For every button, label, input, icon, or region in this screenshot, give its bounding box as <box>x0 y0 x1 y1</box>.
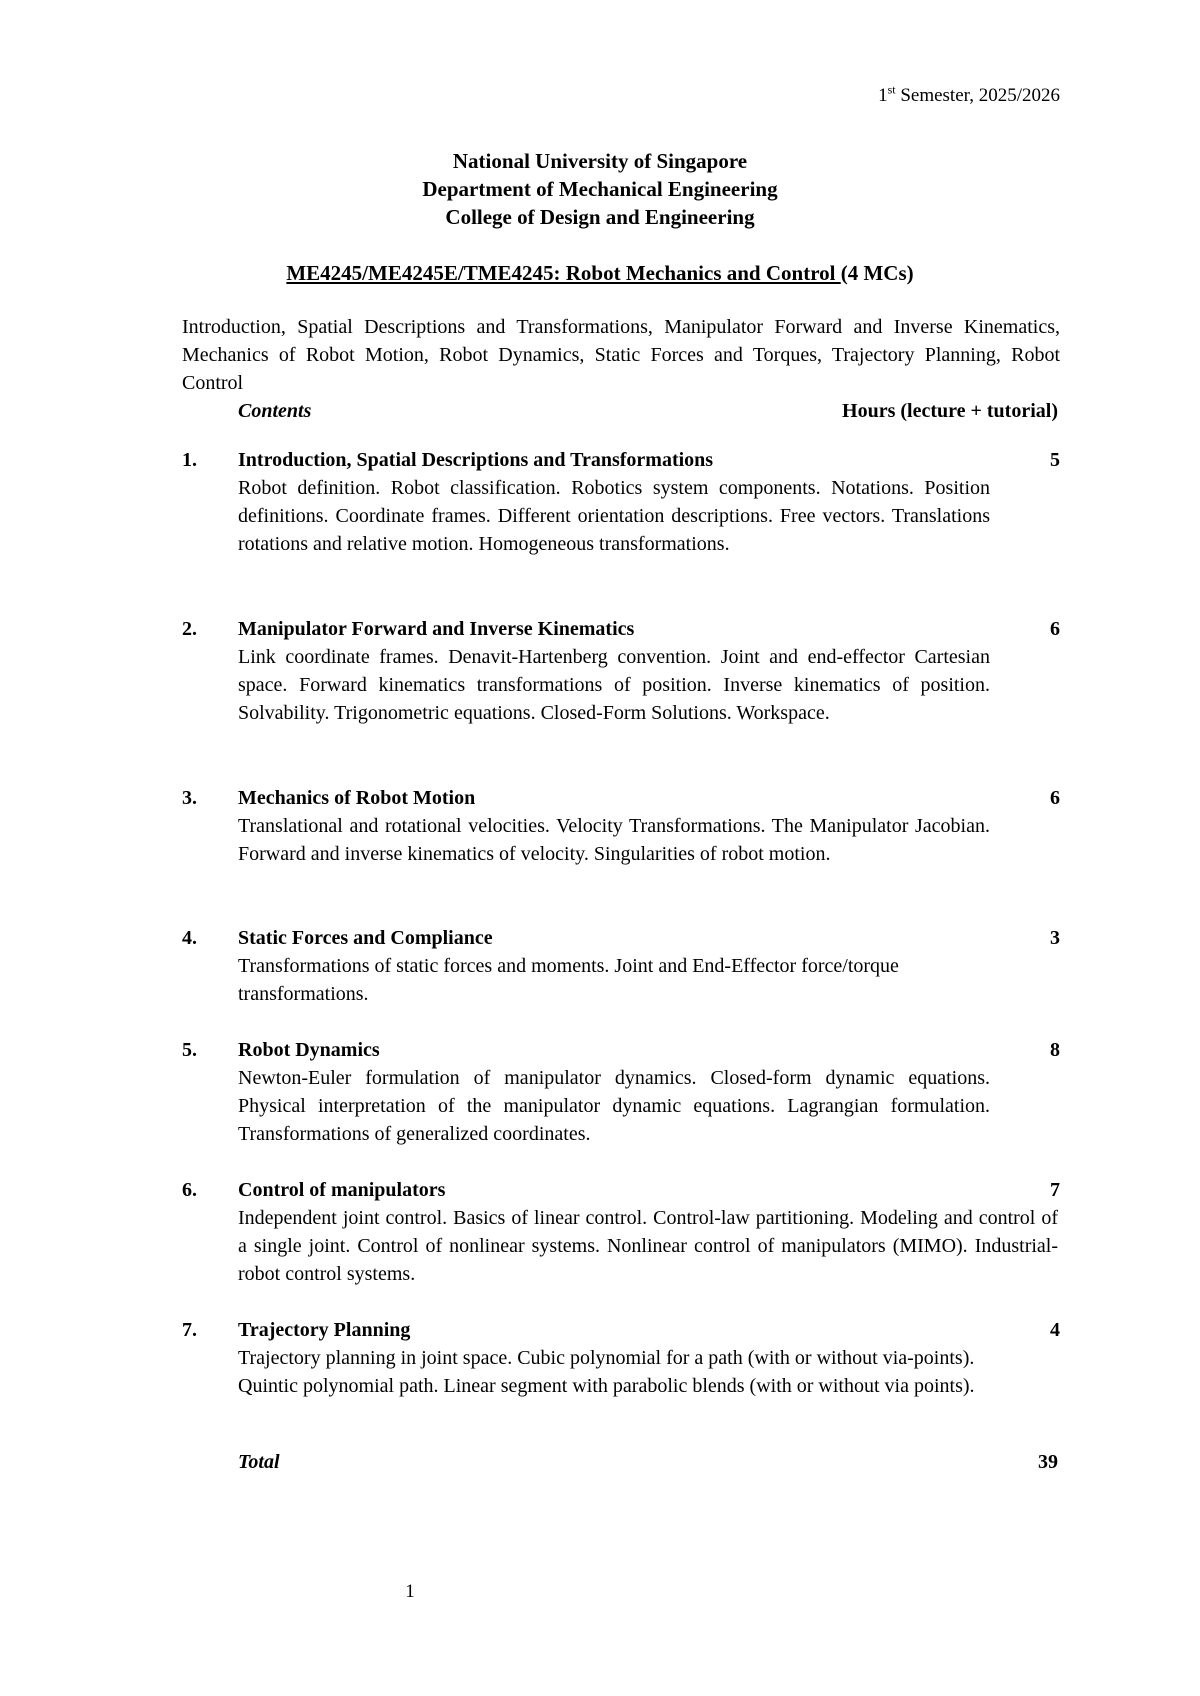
topic-item <box>182 1316 1060 1400</box>
topic-number: 2. <box>182 618 197 640</box>
topic-description: Transformations of static forces and moments. Joint and End-Effector force/torque transformations. <box>238 955 899 1005</box>
contents-label: Contents <box>238 400 312 422</box>
topic-item <box>182 924 1060 1008</box>
course-title <box>0 259 1200 287</box>
topic-hours: 6 <box>1050 618 1060 640</box>
course-code-and-name: ME4245/ME4245E/TME4245: Robot Mechanics and Control <box>286 261 841 285</box>
topic-number: 4. <box>182 927 197 949</box>
topic-number: 3. <box>182 787 197 809</box>
topic-item <box>182 446 1060 558</box>
topic-description: Newton-Euler formulation of manipulator dynamics. Closed-form dynamic equations. Physical interpretation of the manipulator dynamic equations. Lagrangian formulation. Transformations of generalized coordinates. <box>238 1067 990 1145</box>
topic-number: 6. <box>182 1179 197 1201</box>
topic-description: Translational and rotational velocities. Velocity Transformations. The Manipulator Jacobian. Forward and inverse kinematics of velocity. Singularities of robot motion. <box>238 815 990 865</box>
course-credits: (4 MCs) <box>840 261 914 285</box>
topic-hours: 4 <box>1050 1319 1060 1341</box>
total-hours-row <box>238 1448 1058 1476</box>
topic-title: Trajectory Planning <box>238 1319 411 1341</box>
college-name: College of Design and Engineering <box>445 205 755 229</box>
hours-label: Hours (lecture + tutorial) <box>842 400 1058 422</box>
total-value: 39 <box>1038 1451 1058 1473</box>
topic-item <box>182 784 1060 868</box>
department-name: Department of Mechanical Engineering <box>422 177 778 201</box>
topic-hours: 8 <box>1050 1039 1060 1061</box>
total-label: Total <box>238 1451 280 1473</box>
topic-number: 5. <box>182 1039 197 1061</box>
topic-title: Static Forces and Compliance <box>238 927 493 949</box>
topic-item <box>182 615 1060 727</box>
topic-hours: 5 <box>1050 449 1060 471</box>
topic-description: Robot definition. Robot classification. Robotics system components. Notations. Position definitions. Coordinate frames. Different orientation descriptions. Free vectors. Translations rotations and relative motion. Homogeneous transformations. <box>238 477 990 555</box>
topic-hours: 3 <box>1050 927 1060 949</box>
semester-label: 1st Semester, 2025/2026 <box>878 82 1060 106</box>
topic-hours: 6 <box>1050 787 1060 809</box>
topic-item <box>182 1176 1060 1288</box>
page-number: 1 <box>405 1581 415 1602</box>
university-name: National University of Singapore <box>452 149 748 173</box>
topic-hours: 7 <box>1050 1179 1060 1201</box>
topic-number: 7. <box>182 1319 197 1341</box>
topic-title: Introduction, Spatial Descriptions and Transformations <box>238 449 714 471</box>
topic-description: Link coordinate frames. Denavit-Hartenberg convention. Joint and end-effector Cartesian space. Forward kinematics transformations of position. Inverse kinematics of position. Solvability. Trigonometric equations. Closed-Form Solutions. Workspace. <box>238 646 990 724</box>
institution-header <box>0 147 1200 231</box>
topic-title: Control of manipulators <box>238 1179 446 1201</box>
contents-header <box>238 397 1058 425</box>
topic-title: Mechanics of Robot Motion <box>238 787 476 809</box>
course-synopsis: Introduction, Spatial Descriptions and Transformations, Manipulator Forward and Inverse Kinematics, Mechanics of Robot Motion, Robot Dynamics, Static Forces and Torques, Trajectory Planning, Robot Control <box>182 316 1060 394</box>
topic-number: 1. <box>182 449 197 471</box>
topic-title: Manipulator Forward and Inverse Kinematics <box>238 618 635 640</box>
topic-item <box>182 1036 1060 1148</box>
topic-title: Robot Dynamics <box>238 1039 380 1061</box>
topic-description: Independent joint control. Basics of linear control. Control-law partitioning. Modeling and control of a single joint. Control of nonlinear systems. Nonlinear control of manipulators (MIMO). Industrial-robot control systems. <box>238 1207 1058 1285</box>
topic-description: Trajectory planning in joint space. Cubic polynomial for a path (with or without via-points). Quintic polynomial path. Linear segment with parabolic blends (with or without via points). <box>238 1347 975 1397</box>
